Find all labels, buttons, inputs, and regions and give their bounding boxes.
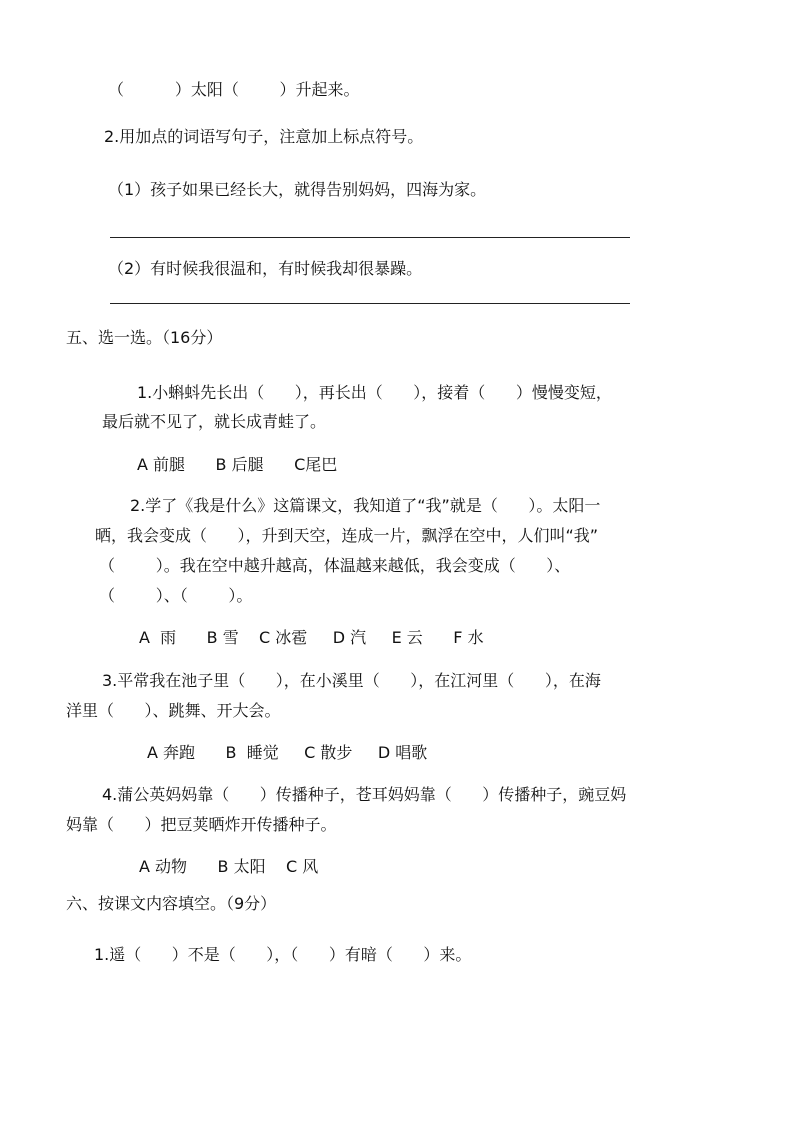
section-6-title: 六、按课文内容填空。（9分）: [66, 894, 277, 913]
s5-q2-line-4: （ ）、（ ）。: [99, 586, 253, 605]
question-2-instruction: 2.用加点的词语写句子，注意加上标点符号。: [104, 127, 424, 146]
fill-line-sun: （ ）太阳（ ）升起来。: [108, 80, 360, 99]
s5-q4-line-2: 妈靠（ ）把豆荚晒炸开传播种子。: [66, 815, 337, 834]
s5-q1-line-1: 1.小蝌蚪先长出（ ），再长出（ ），接着（ ）慢慢变短，: [137, 383, 612, 402]
s5-q3-options: A 奔跑 B 睡觉 C 散步 D 唱歌: [147, 743, 428, 762]
s5-q1-options: A 前腿 B 后腿 C尾巴: [137, 455, 338, 474]
section-5-title: 五、选一选。（16分）: [66, 328, 223, 347]
s5-q3-line-1: 3.平常我在池子里（ ），在小溪里（ ），在江河里（ ），在海: [102, 671, 601, 690]
s5-q2-line-2: 晒，我会变成（ ），升到天空，连成一片，飘浮在空中，人们叫“我”: [95, 526, 599, 545]
s5-q4-options: A 动物 B 太阳 C 风: [139, 857, 319, 876]
s5-q2-options: A 雨 B 雪 C 冰雹 D 汽 E 云 F 水: [139, 628, 484, 647]
answer-line-2: [110, 303, 630, 304]
s6-q1: 1.遥（ ）不是（ ），（ ）有暗（ ）来。: [94, 945, 472, 964]
s5-q2-line-1: 2.学了《我是什么》这篇课文，我知道了“我”就是（ ）。太阳一: [130, 496, 601, 515]
question-2-item-2: （2）有时候我很温和，有时候我却很暴躁。: [108, 259, 423, 278]
question-2-item-1: （1）孩子如果已经长大，就得告别妈妈，四海为家。: [108, 180, 487, 199]
answer-line-1: [110, 237, 630, 238]
s5-q4-line-1: 4.蒲公英妈妈靠（ ）传播种子，苍耳妈妈靠（ ）传播种子，豌豆妈: [102, 785, 627, 804]
s5-q3-line-2: 洋里（ ）、跳舞、开大会。: [66, 701, 281, 720]
s5-q2-line-3: （ ）。我在空中越升越高，体温越来越低，我会变成（ ）、: [99, 556, 571, 575]
s5-q1-line-2: 最后就不见了，就长成青蛙了。: [102, 412, 327, 431]
